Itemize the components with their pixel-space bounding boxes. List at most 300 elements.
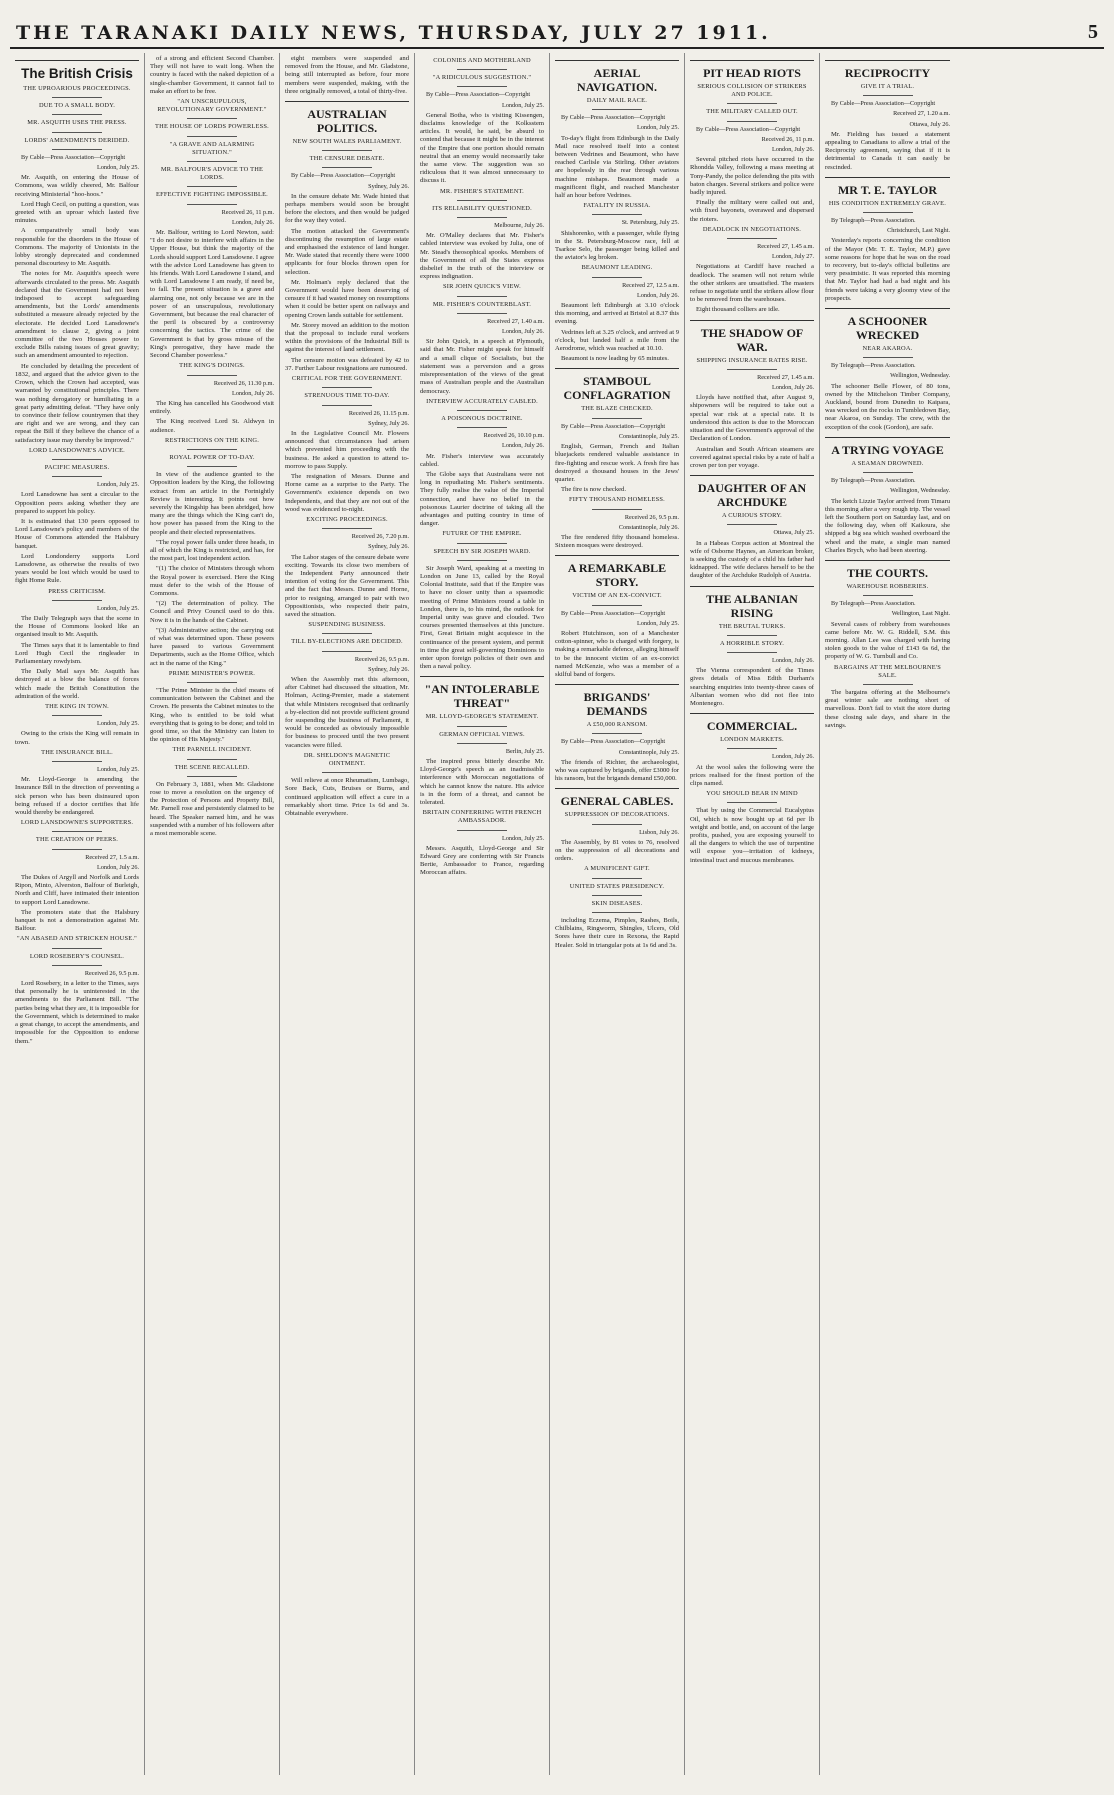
- article-subheading: BEAUMONT LEADING.: [581, 264, 653, 272]
- article-subheading: SUSPENDING BUSINESS.: [308, 621, 386, 629]
- article-dateline: London, July 25.: [637, 124, 679, 132]
- article-dateline: Received 27, 1.5 a.m.: [85, 853, 139, 861]
- article-dateline: Sydney, July 26.: [368, 419, 409, 427]
- article-paragraph: eight members were suspended and removed from the House, and Mr. Gladstone, being still interrupted as before, four more members were suspended, making, with the three originally removed, a total of thirty-five.: [285, 55, 409, 95]
- article-paragraph: The Dukes of Argyll and Norfolk and Lords Ripon, Minto, Alverston, Balfour of Burleigh, North and Cliff, have intimated their intention to support Lord Lansdowne.: [15, 874, 139, 906]
- article-subheading: THE SCENE RECALLED.: [174, 763, 250, 771]
- article-subheading: ITS RELIABILITY QUESTIONED.: [432, 204, 532, 212]
- article-paragraph: Shishorenko, with a passenger, while flying in the St. Petersburg-Moscow race, fell at Tsarkoe Selo, the passenger being killed and the aviator's leg broken.: [555, 229, 679, 262]
- newspaper-title: THE TARANAKI DAILY NEWS, THURSDAY, JULY 27 1911.: [16, 22, 771, 44]
- article-paragraph: Lloyds have notified that, after August 9, shipowners will be required to take out a special war risk at a special rate. It is understood this action is due to the Moroccan situation and the Government's approval of the Declaration of London.: [690, 394, 814, 443]
- article-paragraph: Mr. Asquith, on entering the House of Commons, was wildly cheered, Mr. Balfour receiving Ministerial "hoo-hoos.": [15, 174, 139, 198]
- section-divider: [457, 69, 507, 70]
- article-paragraph: The bargains offering at the Melbourne's great winter sale are nothing short of marvellous. Don't fail to visit the store during these closing sale days, and share in the savings.: [825, 688, 950, 729]
- section-divider: [863, 95, 913, 96]
- article-paragraph: Mr. Lloyd-George is amending the Insurance Bill in the direction of preventing a sick person who has been disinsured upon being refused if a doctor certifies that life would thereby be endangered.: [15, 776, 139, 817]
- article-paragraph: The King has cancelled his Goodwood visit entirely.: [150, 399, 274, 416]
- column-rule: [555, 555, 679, 556]
- column-rule: [420, 676, 544, 677]
- article-subheading: THE CENSURE DEBATE.: [309, 155, 385, 163]
- section-divider: [457, 217, 507, 218]
- article-subheading: INTERVIEW ACCURATELY CABLED.: [426, 397, 538, 405]
- article-subheading: "A GRAVE AND ALARMING SITUATION.": [169, 140, 255, 156]
- article-subheading: "AN ABASED AND STRICKEN HOUSE.": [17, 935, 137, 943]
- article-headline: THE SHADOW OF WAR.: [700, 325, 804, 354]
- article-dateline: Ottawa, July 26.: [909, 120, 950, 128]
- article-paragraph: Mr. Balfour, writing to Lord Newton, said: "I do not desire to interfere with affairs in the Upper House, but think the majority of the Lords should support Lord Lansdowne. I agree with the advice Lord Lansdowne has given to his friends. With Lord Lansdowne I stand, and with Lord Lansdowne I am ready, if need be, to fall. The present situation is a grave and alarming one, not only because we are in the power of an unscrupulous, revolutionary Government, but because the real character of the peril is obscured by a controversy concerning the tactics. The crime of the Government is that by gross misuse of the King's prerogative, they have made the Second Chamber powerless.": [150, 229, 274, 360]
- article-dateline: Ottawa, July 25.: [773, 529, 814, 537]
- section-divider: [457, 296, 507, 297]
- article-headline: MR T. E. TAYLOR: [837, 182, 938, 197]
- article-paragraph: Sir John Quick, in a speech at Plymouth, said that Mr. Fisher might speak for himself and a small clique of Socialists, but the statement was a perversion and a gross misrepresentation of the views of the great mass of Australian people and the Australian democracy.: [420, 338, 544, 395]
- article-paragraph: The censure motion was defeated by 42 to 37. Further Labour resignations are rumoured.: [285, 356, 409, 372]
- article-subheading: FIFTY THOUSAND HOMELESS.: [569, 496, 665, 504]
- section-divider: [457, 743, 507, 744]
- article-dateline: London, July 26.: [97, 863, 139, 871]
- article-paragraph: In a Habeas Corpus action at Montreal the wife of Osborne Haynes, an American broker, is seeking the custody of a child his father had kidnapped. The wife declares herself to be the daughter of the Archduke Rudolph of Austria.: [690, 539, 814, 580]
- article-columns: [10, 49, 1104, 1775]
- article-subheading: SERIOUS COLLISION OF STRIKERS AND POLICE.: [697, 83, 807, 99]
- article-subheading: WAREHOUSE ROBBERIES.: [846, 582, 929, 590]
- article-subheading: DUE TO A SMALL BODY.: [38, 102, 116, 110]
- article-dateline: London, July 26.: [502, 442, 544, 450]
- article-byline: By Cable—Press Association—Copyright: [21, 153, 126, 161]
- article-paragraph: Robert Hutchinson, son of a Manchester cotton-spinner, who is charged with forgery, is making a remarkable defence, alleging himself to be the innocent victim of an ex-convict named McKenzie, who was a member of a skilful band of forgers.: [555, 629, 679, 678]
- article-dateline: Received 27, 1.20 a.m.: [893, 110, 950, 118]
- article-dateline: London, July 25.: [97, 164, 139, 172]
- section-divider: [727, 121, 777, 122]
- article-subheading: SPEECH BY SIR JOSEPH WARD.: [433, 547, 531, 555]
- section-divider: [52, 831, 102, 832]
- article-byline: By Telegraph—Press Association.: [831, 362, 916, 370]
- article-dateline: London, July 26.: [772, 753, 814, 761]
- article-paragraph: Mr. Fielding has issued a statement appealing to Canadians to allow a trial of the Reciprocity agreement, saying that if it is detrimental to Canada it can easily be rescinded.: [825, 130, 950, 171]
- article-paragraph: The Labor stages of the censure debate were exciting. Towards its close two members of the Independent Party announced their intention of voting for the Government. This and the fact that Messrs. Dunne and Horne, prior to resigning, arranged to pair with two Oppositionists, who respected their pairs, saved the situation.: [285, 553, 409, 618]
- article-dateline: London, July 26.: [502, 328, 544, 336]
- article-headline: DAUGHTER OF AN ARCHDUKE: [697, 481, 807, 510]
- section-divider: [187, 136, 237, 137]
- article-subheading: THE KING IN TOWN.: [45, 703, 109, 710]
- article-subheading: THE BLAZE CHECKED.: [581, 405, 653, 413]
- article-subheading: "A RIDICULOUS SUGGESTION.": [432, 74, 532, 82]
- article-subheading: NEW SOUTH WALES PARLIAMENT.: [292, 138, 402, 146]
- section-divider: [863, 595, 913, 596]
- section-divider: [592, 895, 642, 896]
- article-paragraph: Eight thousand colliers are idle.: [696, 306, 780, 314]
- section-divider: [187, 161, 237, 162]
- article-subheading: DR. SHELDON'S MAGNETIC OINTMENT.: [303, 751, 391, 768]
- section-divider: [592, 912, 642, 913]
- article-headline: AERIAL NAVIGATION.: [577, 66, 657, 94]
- article-dateline: Sydney, July 26.: [368, 543, 409, 551]
- section-divider: [52, 476, 102, 477]
- column-rule: [555, 60, 679, 61]
- article-subheading: MR. ASQUITH USES THE PRESS.: [27, 119, 127, 127]
- masthead: [10, 10, 1104, 49]
- article-paragraph: The fire rendered fifty thousand homeless. Sixteen mosques were destroyed.: [555, 533, 679, 550]
- article-paragraph: The King received Lord St. Aldwyn in audience.: [150, 418, 274, 434]
- section-divider: [322, 633, 372, 634]
- section-divider: [727, 238, 777, 239]
- article-headline: STAMBOUL CONFLAGRATION: [563, 374, 671, 403]
- article-paragraph: Several cases of robbery from warehouses came before Mr. W. G. Riddell, S.M. this morning. Allan Lee was charged with having stolen goods to the value of £143 6s 6d, the property of W. G. Turnbull and Co.: [825, 620, 950, 661]
- article-headline: THE ALBANIAN RISING: [706, 591, 798, 620]
- article-headline: GENERAL CABLES.: [560, 794, 674, 809]
- section-divider: [592, 733, 642, 734]
- column-rule: [690, 713, 814, 714]
- section-divider: [187, 449, 237, 450]
- article-subheading: SIR JOHN QUICK'S VIEW.: [443, 283, 521, 291]
- article-subheading: THE INSURANCE BILL.: [41, 748, 113, 756]
- column-rule: [555, 788, 679, 789]
- article-subheading: NEAR AKAROA.: [862, 345, 913, 353]
- article-subheading: THE UPROARIOUS PROCEEDINGS.: [23, 85, 131, 92]
- article-dateline: London, July 26.: [772, 384, 814, 392]
- article-paragraph: Lord Lansdowne has sent a circular to the Opposition peers asking whether they are prepared to support his policy.: [15, 491, 139, 515]
- article-dateline: London, July 25.: [97, 604, 139, 612]
- section-divider: [322, 772, 372, 773]
- section-divider: [863, 684, 913, 685]
- article-dateline: London, July 26.: [232, 389, 274, 397]
- article-subheading: SUPPRESSION OF DECORATIONS.: [564, 811, 670, 819]
- article-subheading: UNITED STATES PRESIDENCY.: [569, 882, 665, 890]
- section-divider: [457, 86, 507, 87]
- section-divider: [187, 204, 237, 205]
- section-divider: [52, 97, 102, 98]
- section-divider: [457, 560, 507, 561]
- section-divider: [187, 466, 237, 467]
- article-subheading: COLONIES AND MOTHERLAND: [433, 57, 531, 64]
- article-byline: By Cable—Press Association—Copyright: [426, 91, 531, 99]
- article-paragraph: Mr. Storey moved an addition to the motion that the proposal to include rural workers within the provisions of the Industrial Bill is against the interest of land settlement.: [285, 321, 409, 354]
- article-dateline: Received 26, 9.5 p.m.: [84, 969, 139, 977]
- section-divider: [727, 748, 777, 749]
- column-rule: [690, 320, 814, 321]
- article-dateline: Received 26, 11.15 p.m.: [348, 409, 409, 417]
- column-4: [415, 53, 550, 1775]
- article-dateline: Lisbon, July 26.: [639, 828, 679, 836]
- article-paragraph: Lord Hugh Cecil, on putting a question, was greeted with an uproar which lasted five minutes.: [15, 200, 139, 225]
- column-rule: [690, 475, 814, 476]
- article-paragraph: It is estimated that 130 peers opposed to Lord Lansdowne's policy and members of the House of Commons attended the Halsbury banquet.: [15, 517, 139, 550]
- article-headline: "AN INTOLERABLE THREAT": [424, 682, 540, 711]
- article-subheading: THE PARNELL INCIDENT.: [172, 746, 252, 754]
- article-paragraph: In the Legislative Council Mr. Flowers announced that circumstances had arisen which prevented him proceeding with the business. He asked a question to attend to-morrow to pass Supply.: [285, 429, 409, 470]
- article-dateline: London, July 25.: [97, 481, 139, 489]
- section-divider: [322, 528, 372, 529]
- article-subheading: A HORRIBLE STORY.: [719, 639, 785, 647]
- article-byline: By Telegraph—Press Association.: [831, 217, 916, 225]
- article-paragraph: The fire is now checked.: [561, 486, 626, 494]
- article-paragraph: "(2) The determination of policy. The Council and Privy Council used to do this. Now it is in the hands of the Cabinet.: [150, 600, 274, 624]
- section-divider: [863, 357, 913, 358]
- article-paragraph: Lord Londonderry supports Lord Lansdowne, as otherwise the results of two years would be lost which would be used to fight Home Rule.: [15, 552, 139, 585]
- article-paragraph: Owing to the crisis the King will remain in town.: [15, 730, 139, 746]
- article-dateline: Constantinople, July 25.: [618, 432, 679, 440]
- article-paragraph: The resignation of Messrs. Dunne and Horne came as a surprise to the Party. The Government's existence depends on two Independents, and that they are not out of the wood was evidenced to-night.: [285, 472, 409, 513]
- article-subheading: PRESS CRITICISM.: [48, 587, 106, 595]
- article-headline: A SCHOONER WRECKED: [847, 314, 928, 343]
- article-subheading: FATALITY IN RUSSIA.: [583, 202, 651, 210]
- article-paragraph: Mr. O'Malley declares that Mr. Fisher's cabled interview was evoked by Julia, one of Mr. Stead's theosophical spooks. Members of the Government of all the States express disbelief in the truth of the interview or express indignation.: [420, 232, 544, 281]
- section-divider: [592, 214, 642, 215]
- section-divider: [727, 652, 777, 653]
- article-subheading: BRITAIN CONFERRING WITH FRENCH AMBASSADOR.: [422, 809, 542, 825]
- column-1: [10, 53, 145, 1775]
- article-subheading: LORD LANSDOWNE'S SUPPORTERS.: [20, 819, 134, 827]
- article-paragraph: The friends of Richter, the archaeologist, who was captured by brigands, offer £3000 for his ransom, but the brigands demand £50,000.: [555, 758, 679, 783]
- article-paragraph: Negotiations at Cardiff have reached a deadlock. The seamen will not return while the other strikers are unsatisfied. The masters refuse to negotiate until the strikers allow flour to be removed from the warehouses.: [690, 263, 814, 304]
- article-dateline: Received 26, 9.5 p.m.: [624, 513, 679, 521]
- column-7: [820, 53, 955, 1775]
- article-dateline: Received 26, 7.20 p.m.: [351, 533, 409, 541]
- article-dateline: Received 26, 11 p.m.: [221, 208, 274, 216]
- article-subheading: LORD ROSEBERY'S COUNSEL.: [29, 952, 125, 960]
- column-rule: [285, 101, 409, 102]
- article-subheading: STRENUOUS TIME TO-DAY.: [304, 392, 390, 400]
- column-rule: [825, 60, 950, 61]
- article-dateline: Received 26, 9.5 p.m.: [354, 655, 409, 663]
- section-divider: [52, 600, 102, 601]
- article-headline: A TRYING VOYAGE: [831, 442, 944, 457]
- section-divider: [187, 186, 237, 187]
- article-paragraph: A comparatively small body was responsible for the disorders in the House of Commons. The majority of Unionists in the lobby strongly deprecated and condemned personal discourtesy to Mr. Asquith.: [15, 227, 139, 268]
- article-subheading: THE MILITARY CALLED OUT.: [706, 108, 798, 116]
- article-paragraph: In view of the audience granted to the Opposition leaders by the King, the following extract from an article in the Fortnightly Review is interesting. It points out how severely the Kingship has been abridged, how many are the things which the King can't do, how power has passed from the King to the people and their elected representatives.: [150, 471, 274, 536]
- article-headline: RECIPROCITY: [844, 66, 931, 80]
- article-dateline: Constantinople, July 25.: [618, 748, 679, 756]
- article-headline: A REMARKABLE STORY.: [567, 561, 667, 590]
- section-divider: [52, 459, 102, 460]
- article-subheading: RESTRICTIONS ON THE KING.: [165, 436, 259, 444]
- article-subheading: LONDON MARKETS.: [720, 736, 784, 744]
- article-subheading: THE BRUTAL TURKS.: [718, 622, 786, 630]
- page-number: 5: [1088, 21, 1098, 43]
- article-subheading: ROYAL POWER OF TO-DAY.: [169, 453, 255, 461]
- article-paragraph: In the censure debate Mr. Wade hinted that perhaps members would soon be brought before the electors, and then would be judged for the way they voted.: [285, 192, 409, 225]
- article-paragraph: English, German, French and Italian bluejackets rendered valuable assistance in fire-fighting and rescue work. A fresh fire has destroyed a thousand houses in the Jews' quarter.: [555, 443, 679, 483]
- column-rule: [825, 437, 950, 438]
- article-subheading: A POISONOUS DOCTRINE.: [441, 414, 523, 422]
- column-rule: [555, 368, 679, 369]
- section-divider: [457, 543, 507, 544]
- article-dateline: St. Petersburg, July 25.: [621, 219, 679, 227]
- section-divider: [322, 387, 372, 388]
- article-paragraph: Messrs. Asquith, Lloyd-George and Sir Edward Grey are conferring with Sir Francis Bertie, Ambassador to France, regarding Moroccan affairs.: [420, 844, 544, 877]
- section-divider: [52, 948, 102, 949]
- article-paragraph: "(1) The choice of Ministers through whom the Royal power is exercised. Here the King must defer to the wish of the House of Commons.: [150, 565, 274, 597]
- section-divider: [187, 759, 237, 760]
- section-divider: [863, 472, 913, 473]
- article-headline: THE COURTS.: [847, 565, 928, 580]
- article-paragraph: The Daily Mail says Mr. Asquith has destroyed at a blow the balance of forces which made the British Constitution the admiration of the world.: [15, 668, 139, 700]
- article-paragraph: Australian and South African steamers are covered against special risks by a rate of half a crown per ton per voyage.: [690, 445, 814, 469]
- article-dateline: Wellington, Last Night.: [891, 610, 950, 618]
- section-divider: [52, 715, 102, 716]
- article-subheading: DEADLOCK IN NEGOTIATIONS.: [702, 225, 802, 233]
- article-byline: By Cable—Press Association—Copyright: [561, 609, 666, 617]
- section-divider: [727, 524, 777, 525]
- section-divider: [187, 682, 237, 683]
- article-dateline: London, July 26.: [232, 218, 274, 226]
- section-divider: [592, 277, 642, 278]
- newspaper-page: [10, 10, 1104, 1775]
- section-divider: [592, 824, 642, 825]
- article-subheading: THE HOUSE OF LORDS POWERLESS.: [155, 123, 269, 131]
- article-dateline: London, July 25.: [502, 101, 544, 109]
- article-subheading: VICTIM OF AN EX-CONVICT.: [572, 592, 662, 600]
- section-divider: [592, 418, 642, 419]
- section-divider: [457, 200, 507, 201]
- section-divider: [52, 149, 102, 150]
- column-5: [550, 53, 685, 1775]
- article-dateline: Sydney, July 26.: [368, 182, 409, 190]
- article-paragraph: The inspired press bitterly describe Mr. Lloyd-George's speech as an inadmissible interference with Moroccan negotiations of which he cannot know the nature. His advice is in the form of a threat, and cannot be tolerated.: [420, 758, 544, 807]
- article-dateline: Received 27, 1.40 a.m.: [487, 317, 544, 325]
- section-divider: [187, 118, 237, 119]
- article-paragraph: Sir Joseph Ward, speaking at a meeting in London on June 13, called by the Royal Colonial Institute, said that if the Empire was to have no closer unity than a spasmodic meeting of Prime Ministers round a table in London, there is, to his mind, the outlook for Imperial unity was grave and clouded. Two courses presented themselves at this juncture. First, Great Britain might acquiesce in the continuance of the present system, and permit in time the great self-governing Dominions to enter upon foreign policies of their own and then a naval policy.: [420, 564, 544, 671]
- article-paragraph: "The Prime Minister is the chief means of communication between the Cabinet and the Crown. He presents the Cabinet minutes to the King, who is entitled to be told what everything that is going to be done; and told in good time, so that the Ministry can listen to the opinion of His Majesty.": [150, 687, 274, 744]
- article-subheading: FUTURE OF THE EMPIRE.: [442, 530, 522, 538]
- article-headline: AUSTRALIAN POLITICS.: [307, 107, 387, 136]
- article-subheading: GERMAN OFFICIAL VIEWS.: [439, 730, 525, 738]
- section-divider: [592, 109, 642, 110]
- article-dateline: London, July 27.: [772, 253, 814, 261]
- article-headline: BRIGANDS' DEMANDS: [583, 690, 651, 719]
- section-divider: [52, 132, 102, 133]
- article-subheading: A £50,000 RANSOM.: [586, 721, 648, 729]
- article-paragraph: including Eczema, Pimples, Rashes, Boils, Chilblains, Ringworm, Shingles, Ulcers, Old Sores have their cure in Rexona, the Rapid Healer. Sold in triangular pots at 1s 6d and 3s.: [555, 917, 679, 949]
- article-paragraph: General Botha, who is visiting Kissengen, disclaims knowledge of the Kolksstem articles. It would, he said, be absurd to contend that because it might be in the interest of the Empire that one portion should remain neutral that an enemy would necessarily take the same view. The suggestion was so ridiculous that it was almost unnecessary to discuss it.: [420, 111, 544, 185]
- article-subheading: "AN UNSCRUPULOUS, REVOLUTIONARY GOVERNMENT.": [157, 98, 267, 114]
- article-subheading: LORDS' AMENDMENTS DERIDED.: [24, 136, 130, 144]
- article-paragraph: "(3) Administrative action; the carrying out of what was determined upon. These powers have passed to various Government Departments, such as the Home Office, which act in the name of the King.": [150, 626, 274, 667]
- column-rule: [825, 560, 950, 561]
- article-dateline: Received 26, 11.30 p.m.: [213, 379, 274, 387]
- article-subheading: TILL BY-ELECTIONS ARE DECIDED.: [291, 638, 403, 646]
- section-divider: [187, 776, 237, 777]
- column-2: [145, 53, 280, 1775]
- article-paragraph: The Assembly, by 81 votes to 76, resolved on the suppression of all decorations and orders.: [555, 838, 679, 863]
- column-3: [280, 53, 415, 1775]
- column-rule: [690, 586, 814, 587]
- article-dateline: London, July 25.: [502, 834, 544, 842]
- article-paragraph: Lord Rosebery, in a letter to the Times, says that personally he is uninterested in the amendments to the Parliament Bill. "The parties being what they are, it is impossible for the Government, which is determined to make a great change, to accept the amendments, and impossible for the Opposition to endorse them.": [15, 980, 139, 1045]
- article-paragraph: Mr. Holman's reply declared that the Government would have been deserving of censure if it had wasted money on resumptions when it could be better spent on railways and opening Crown lands suitable for settlement.: [285, 278, 409, 319]
- column-6: [685, 53, 820, 1775]
- article-paragraph: The Times says that it is lamentable to find Lord Hugh Cecil the ringleader in Parliamentary rowdyism.: [15, 641, 139, 665]
- article-paragraph: He concluded by detailing the precedent of 1832, and argued that the advice given to the Crown, which the Crown had accepted, was warranted by constitutional principles. There was nothing derogatory or humiliating in a great party admitting defeat. "They have only to convince their fellow countrymen that they are right and we are wrong, and they can repeat the Bill if they believe the chance of a satisfactory issue may thereby be improved.": [15, 362, 139, 444]
- article-subheading: PACIFIC MEASURES.: [44, 463, 110, 471]
- article-paragraph: The Vienna correspondent of the Times gives details of Miss Edith Durham's searching enquiries into twenty-three cases of Albanian women who did not flee into Montenegro.: [690, 667, 814, 707]
- article-subheading: A CURIOUS STORY.: [722, 512, 782, 520]
- section-divider: [457, 830, 507, 831]
- article-paragraph: Will relieve at once Rheumatism, Lumbago, Sore Back, Cuts, Bruises or Burns, and continued application will effect a cure in a remarkably short time. Price 1s 6d and 3s. Obtainable everywhere.: [285, 777, 409, 818]
- article-paragraph: To-day's flight from Edinburgh in the Daily Mail race resolved itself into a contest between Vedrines and Beaumont, who have reached Carlisle via Stirling. Other aviators are hopelessly in the rear through various machine mishaps. Beaumont made a magnificent flight, and reached Manchester half an hour before Vedrines.: [555, 134, 679, 200]
- section-divider: [727, 635, 777, 636]
- article-paragraph: "The royal power falls under three heads, in all of which the King is restricted, and has, for the most part, lost independent action.: [150, 538, 274, 563]
- article-paragraph: The notes for Mr. Asquith's speech were afterwards circulated to the press. Mr. Asquith declared that the Government had not been indisposed to accept safeguarding amendments, but the Lords' amendments substituted a measure already rejected by the electorate. He decided Lord Lansdowne's amendment to clause 2, giving a joint committee of the two Houses power to exclude Bills raising issues of great gravity; such an amendment amounted to rejection.: [15, 270, 139, 360]
- article-paragraph: The motion attacked the Government's discontinuing the resumption of large estate and emphasised the existence of land hunger. Mr. Wade stated that recently there were 1000 applicants for four blocks thrown open for selection.: [285, 227, 409, 276]
- article-paragraph: Beaumont is now leading by 65 minutes.: [561, 355, 669, 363]
- section-divider: [727, 802, 777, 803]
- article-subheading: MR. FISHER'S COUNTERBLAST.: [432, 300, 532, 308]
- section-divider: [457, 427, 507, 428]
- article-byline: By Cable—Press Association—Copyright: [561, 422, 666, 430]
- article-byline: By Cable—Press Association—Copyright: [696, 125, 801, 133]
- article-dateline: Received 27, 1.45 a.m.: [757, 373, 814, 381]
- article-subheading: THE CREATION OF PEERS.: [35, 836, 119, 844]
- article-dateline: Berlin, July 25.: [505, 747, 544, 755]
- article-dateline: London, July 26.: [637, 291, 679, 299]
- article-dateline: Received 27, 1.45 a.m.: [757, 243, 814, 251]
- article-subheading: GIVE IT A TRIAL.: [860, 83, 915, 90]
- section-divider: [863, 212, 913, 213]
- article-dateline: Received 26, 11 p.m.: [761, 135, 814, 143]
- article-subheading: PRIME MINISTER'S POWER.: [168, 669, 256, 677]
- section-divider: [322, 167, 372, 168]
- article-paragraph: Mr. Fisher's interview was accurately cabled.: [420, 452, 544, 468]
- article-paragraph: Yesterday's reports concerning the condition of the Mayor (Mr. T. E. Taylor, M.P.) gave some reasons for hope that he was on the road to recovery, but to-day's official bulletins are very pessimistic. It was reported this morning that Mr. Taylor had had a bad night and his friends were taking a very gloomy view of the prospects.: [825, 237, 950, 302]
- section-divider: [457, 410, 507, 411]
- article-dateline: Sydney, July 26.: [368, 665, 409, 673]
- article-paragraph: On February 3, 1881, when Mr. Gladstone rose to move a resolution on the urgency of the Protection of Persons and Property Bill, Mr. Parnell rose and persistently claimed to be heard. The Speaker named him, and he was suspended with a number of his followers after a most memorable scene.: [150, 780, 274, 838]
- article-subheading: MR. LLOYD-GEORGE'S STATEMENT.: [425, 713, 539, 721]
- article-dateline: London, July 25.: [97, 766, 139, 774]
- article-headline: COMMERCIAL.: [706, 719, 798, 734]
- article-paragraph: Several pitched riots have occurred in the Rhondda Valley, following a mass meeting at Tony-Pandy, the police defending the pits with baton charges. Several strikers and police were badly injured.: [690, 156, 814, 197]
- article-dateline: London, July 25.: [97, 720, 139, 728]
- article-subheading: HIS CONDITION EXTREMELY GRAVE.: [828, 199, 947, 207]
- article-dateline: Christchurch, Last Night.: [887, 227, 950, 235]
- column-rule: [825, 177, 950, 178]
- section-divider: [52, 114, 102, 115]
- article-byline: By Cable—Press Association—Copyright: [561, 114, 666, 122]
- section-divider: [727, 103, 777, 104]
- article-subheading: SKIN DISEASES.: [591, 899, 643, 907]
- section-divider: [187, 375, 237, 376]
- article-dateline: Wellington, Wednesday.: [890, 372, 950, 380]
- article-paragraph: When the Assembly met this afternoon, after Cabinet had discussed the situation, Mr. Holman, Acting-Premier, made a statement that while Ministers recognised that ordinarily a by-election did not provide sufficient ground for suspending the business of Parliament, it would be conceded as obviously impossible for business to proceed until the two present vacancies were filled.: [285, 675, 409, 749]
- article-paragraph: Vedrines left at 3.25 o'clock, and arrived at 9 o'clock, but landed half a mile from the Aerodrome, which was reached at 10.10.: [555, 328, 680, 353]
- article-subheading: SHIPPING INSURANCE RATES RISE.: [696, 356, 808, 364]
- article-subheading: LORD LANSDOWNE'S ADVICE.: [29, 446, 125, 454]
- section-divider: [592, 509, 642, 510]
- article-paragraph: The Daily Telegraph says that the scene in the House of Commons looked like an organised insult to Mr. Asquith.: [15, 614, 139, 639]
- article-paragraph: The Globe says that Australians were not long in repudiating Mr. Fisher's sentiments. They fully realise the value of the Imperial connection, and have no belief in the poisonous Laurier doctrine of taking all the advantages and putting country in time of danger.: [420, 470, 544, 528]
- article-paragraph: of a strong and efficient Second Chamber. They will not have to wait long. When the country is faced with the naked depiction of a single-chamber Government, it cannot fail to make an effort to be free.: [150, 55, 274, 95]
- article-byline: By Cable—Press Association—Copyright: [561, 738, 666, 746]
- article-subheading: MR. FISHER'S STATEMENT.: [440, 187, 524, 195]
- section-divider: [457, 726, 507, 727]
- article-paragraph: The ketch Lizzie Taylor arrived from Timaru this morning after a very rough trip. The vessel left the Southern port on Saturday last, and on the following day, when off Kaikoura, she shipped a big sea which washed overboard the wheel and the mate, a single man named Charles Brych, who had been steering.: [825, 497, 950, 554]
- column-rule: [555, 684, 679, 685]
- article-subheading: DAILY MAIL RACE.: [586, 97, 648, 104]
- section-divider: [322, 405, 372, 406]
- article-dateline: London, July 26.: [772, 146, 814, 154]
- article-paragraph: The promoters state that the Halsbury banquet is not a demonstration against Mr. Balfour.: [15, 908, 139, 933]
- article-headline: The British Crisis: [21, 66, 133, 81]
- article-subheading: YOU SHOULD BEAR IN MIND: [706, 790, 798, 798]
- article-byline: By Telegraph—Press Association.: [831, 477, 916, 485]
- article-headline: PIT HEAD RIOTS: [703, 66, 801, 80]
- section-divider: [727, 369, 777, 370]
- article-subheading: THE KING'S DOINGS.: [179, 362, 245, 370]
- article-dateline: Received 26, 10.10 p.m.: [483, 432, 544, 440]
- article-subheading: A MUNIFICENT GIFT.: [584, 865, 650, 873]
- article-dateline: Wellington, Wednesday.: [890, 487, 950, 495]
- section-divider: [322, 651, 372, 652]
